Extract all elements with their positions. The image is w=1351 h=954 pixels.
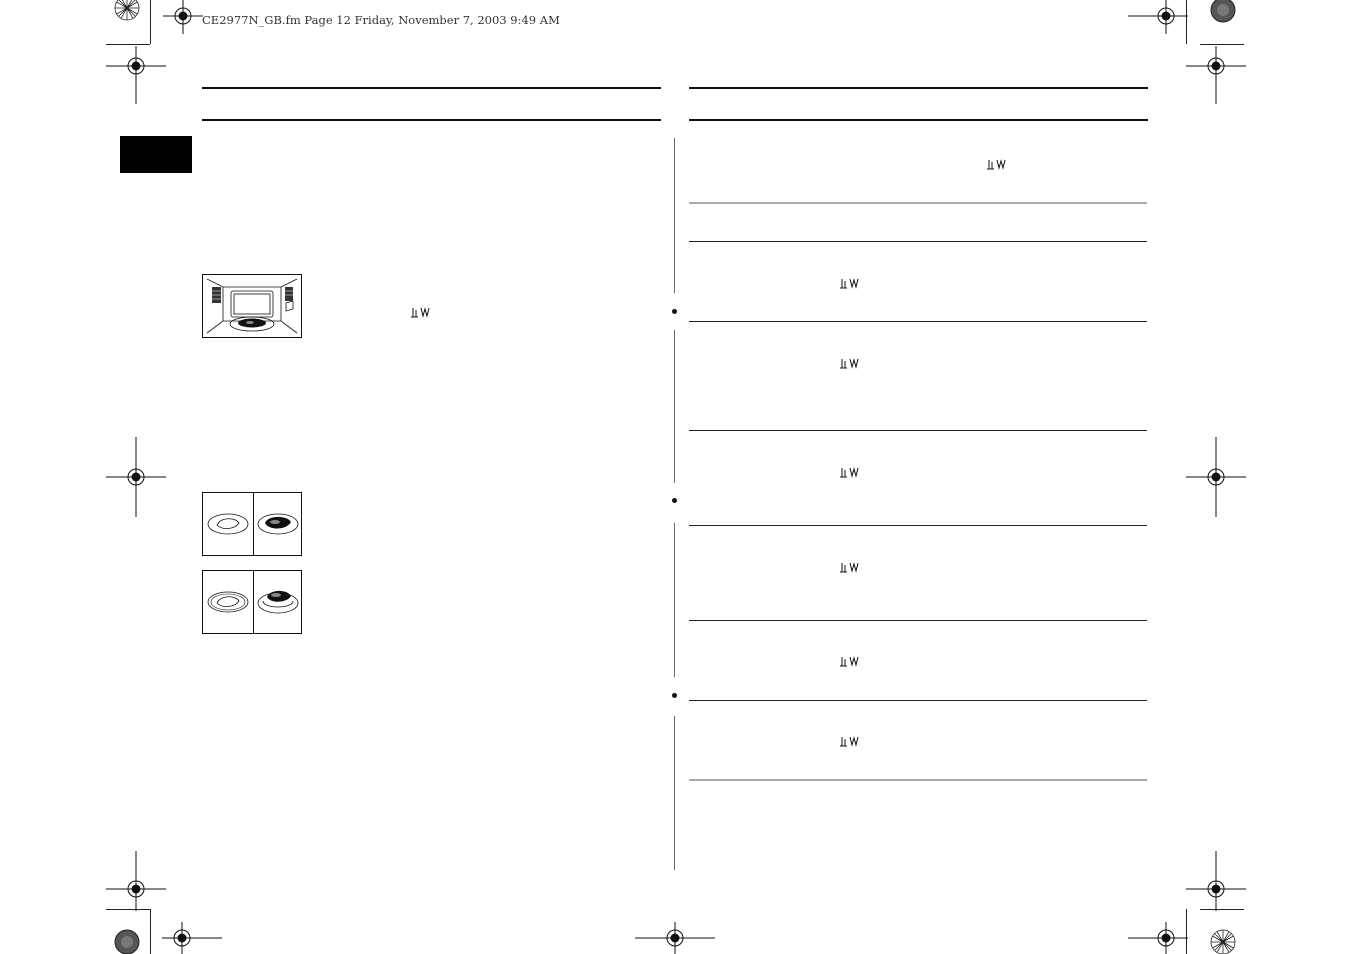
- registration-crosshair-icon: [1186, 46, 1246, 104]
- table-row-divider: [689, 321, 1147, 322]
- registration-crosshair-icon: [163, 0, 203, 34]
- table-row-divider: [689, 525, 1147, 526]
- print-star-target-icon: [1209, 928, 1237, 954]
- table-row-divider: [689, 620, 1147, 621]
- defrost-icon: [838, 357, 860, 369]
- divider-dot: [672, 309, 677, 314]
- table-top-rule: [689, 202, 1147, 204]
- defrost-icon: [838, 655, 860, 667]
- print-star-target-icon: [113, 0, 141, 22]
- trim-line: [106, 44, 150, 45]
- food-on-plate-illustration: [255, 579, 301, 623]
- food-on-plate-illustration: [205, 581, 251, 621]
- column-divider: [674, 523, 675, 677]
- defrost-icon: [838, 561, 860, 573]
- food-on-plate-illustration: [205, 503, 251, 543]
- trim-line: [150, 0, 151, 44]
- column-divider: [674, 716, 675, 870]
- registration-crosshair-icon: [162, 922, 222, 954]
- defrost-icon: [985, 158, 1007, 170]
- food-on-plate-illustration: [255, 503, 301, 543]
- registration-crosshair-icon: [106, 437, 166, 517]
- trim-line: [150, 909, 151, 954]
- defrost-icon: [838, 735, 860, 747]
- column-divider: [674, 138, 675, 293]
- registration-crosshair-icon: [635, 922, 715, 954]
- table-row-divider: [689, 430, 1147, 431]
- registration-crosshair-icon: [1186, 437, 1246, 517]
- left-section-rule: [202, 119, 661, 121]
- defrost-icon: [409, 306, 431, 318]
- oven-interior-illustration: [202, 274, 302, 338]
- registration-crosshair-icon: [106, 46, 166, 104]
- right-top-rule: [689, 87, 1148, 89]
- registration-crosshair-icon: [1186, 851, 1246, 911]
- defrost-icon: [838, 466, 860, 478]
- left-top-rule: [202, 87, 661, 89]
- registration-crosshair-icon: [1128, 0, 1188, 34]
- print-star-target-icon: [1209, 0, 1237, 24]
- food-plate-illustration-group: [202, 492, 302, 556]
- table-bottom-rule: [689, 779, 1147, 781]
- trim-line: [1200, 44, 1244, 45]
- divider-dot: [672, 498, 677, 503]
- registration-crosshair-icon: [106, 851, 166, 911]
- print-header-info: CE2977N_GB.fm Page 12 Friday, November 7, 2003 9:49 AM: [202, 13, 560, 27]
- table-row-divider: [689, 700, 1147, 701]
- divider-dot: [672, 693, 677, 698]
- print-star-target-icon: [113, 928, 141, 954]
- registration-crosshair-icon: [1128, 922, 1188, 954]
- column-divider: [674, 330, 675, 483]
- right-section-rule: [689, 119, 1148, 121]
- language-tab: [120, 136, 192, 173]
- food-plate-illustration-group: [202, 570, 302, 634]
- table-row-divider: [689, 241, 1147, 242]
- defrost-icon: [838, 277, 860, 289]
